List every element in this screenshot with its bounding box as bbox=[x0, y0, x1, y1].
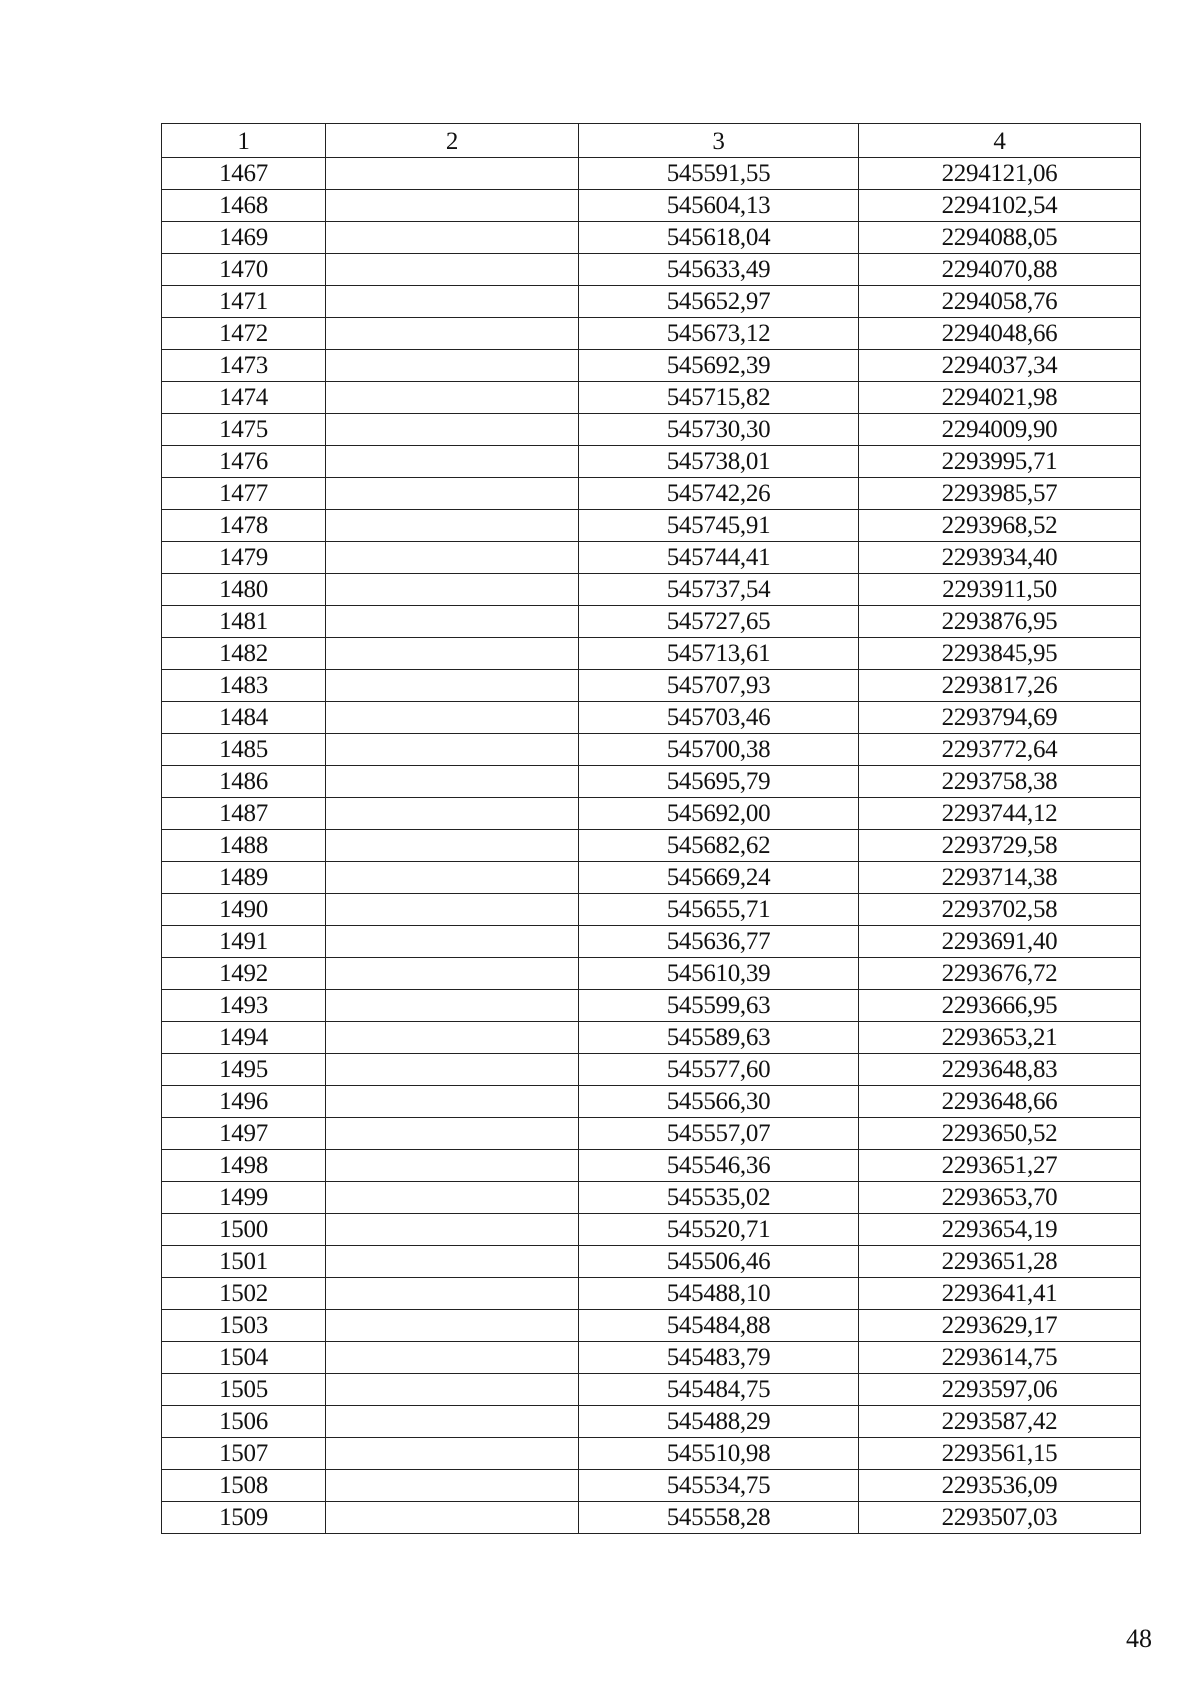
table-row bbox=[162, 606, 1141, 638]
cell-description bbox=[326, 1054, 579, 1086]
table-row bbox=[162, 926, 1141, 958]
cell-description bbox=[326, 382, 579, 414]
cell-point-number: 1492 bbox=[162, 958, 326, 990]
cell-y-coordinate: 2293641,41 bbox=[859, 1278, 1141, 1310]
table-row bbox=[162, 414, 1141, 446]
cell-point-number: 1505 bbox=[162, 1374, 326, 1406]
cell-description bbox=[326, 638, 579, 670]
cell-description bbox=[326, 1150, 579, 1182]
cell-description bbox=[326, 1310, 579, 1342]
cell-y-coordinate: 2294058,76 bbox=[859, 286, 1141, 318]
cell-point-number: 1484 bbox=[162, 702, 326, 734]
cell-y-coordinate: 2293985,57 bbox=[859, 478, 1141, 510]
cell-y-coordinate: 2293758,38 bbox=[859, 766, 1141, 798]
cell-description bbox=[326, 990, 579, 1022]
cell-y-coordinate: 2294037,34 bbox=[859, 350, 1141, 382]
cell-y-coordinate: 2293587,42 bbox=[859, 1406, 1141, 1438]
cell-point-number: 1502 bbox=[162, 1278, 326, 1310]
cell-description bbox=[326, 414, 579, 446]
cell-description bbox=[326, 1406, 579, 1438]
table-row bbox=[162, 1150, 1141, 1182]
cell-x-coordinate: 545610,39 bbox=[579, 958, 859, 990]
cell-point-number: 1503 bbox=[162, 1310, 326, 1342]
cell-y-coordinate: 2293597,06 bbox=[859, 1374, 1141, 1406]
cell-point-number: 1481 bbox=[162, 606, 326, 638]
cell-point-number: 1507 bbox=[162, 1438, 326, 1470]
table-row bbox=[162, 702, 1141, 734]
table-row bbox=[162, 318, 1141, 350]
cell-y-coordinate: 2293653,21 bbox=[859, 1022, 1141, 1054]
table-body bbox=[162, 158, 1141, 1534]
cell-x-coordinate: 545715,82 bbox=[579, 382, 859, 414]
cell-description bbox=[326, 190, 579, 222]
cell-x-coordinate: 545577,60 bbox=[579, 1054, 859, 1086]
table-row bbox=[162, 1022, 1141, 1054]
table-row bbox=[162, 1438, 1141, 1470]
cell-point-number: 1473 bbox=[162, 350, 326, 382]
cell-y-coordinate: 2293648,83 bbox=[859, 1054, 1141, 1086]
cell-point-number: 1490 bbox=[162, 894, 326, 926]
table-row bbox=[162, 542, 1141, 574]
cell-point-number: 1471 bbox=[162, 286, 326, 318]
cell-x-coordinate: 545737,54 bbox=[579, 574, 859, 606]
cell-point-number: 1489 bbox=[162, 862, 326, 894]
cell-y-coordinate: 2293676,72 bbox=[859, 958, 1141, 990]
table-row bbox=[162, 350, 1141, 382]
cell-y-coordinate: 2293714,38 bbox=[859, 862, 1141, 894]
table-row bbox=[162, 638, 1141, 670]
cell-description bbox=[326, 222, 579, 254]
cell-x-coordinate: 545692,39 bbox=[579, 350, 859, 382]
cell-point-number: 1495 bbox=[162, 1054, 326, 1086]
table-row bbox=[162, 190, 1141, 222]
cell-point-number: 1474 bbox=[162, 382, 326, 414]
cell-x-coordinate: 545591,55 bbox=[579, 158, 859, 190]
header-cell-y-coordinate: 4 bbox=[859, 124, 1141, 158]
cell-description bbox=[326, 894, 579, 926]
table-row bbox=[162, 1406, 1141, 1438]
cell-point-number: 1488 bbox=[162, 830, 326, 862]
cell-description bbox=[326, 1182, 579, 1214]
cell-description bbox=[326, 286, 579, 318]
cell-x-coordinate: 545488,10 bbox=[579, 1278, 859, 1310]
table-row bbox=[162, 1342, 1141, 1374]
cell-point-number: 1478 bbox=[162, 510, 326, 542]
cell-point-number: 1486 bbox=[162, 766, 326, 798]
cell-description bbox=[326, 1278, 579, 1310]
table-row bbox=[162, 478, 1141, 510]
table-row bbox=[162, 1182, 1141, 1214]
cell-x-coordinate: 545745,91 bbox=[579, 510, 859, 542]
cell-y-coordinate: 2293772,64 bbox=[859, 734, 1141, 766]
table-row bbox=[162, 1374, 1141, 1406]
cell-point-number: 1487 bbox=[162, 798, 326, 830]
cell-point-number: 1501 bbox=[162, 1246, 326, 1278]
cell-x-coordinate: 545534,75 bbox=[579, 1470, 859, 1502]
cell-x-coordinate: 545566,30 bbox=[579, 1086, 859, 1118]
cell-point-number: 1500 bbox=[162, 1214, 326, 1246]
cell-x-coordinate: 545673,12 bbox=[579, 318, 859, 350]
table-row bbox=[162, 1502, 1141, 1534]
cell-description bbox=[326, 606, 579, 638]
cell-x-coordinate: 545744,41 bbox=[579, 542, 859, 574]
header-cell-description: 2 bbox=[326, 124, 579, 158]
table-row bbox=[162, 158, 1141, 190]
table-row bbox=[162, 1086, 1141, 1118]
cell-description bbox=[326, 1086, 579, 1118]
cell-description bbox=[326, 1438, 579, 1470]
table-row bbox=[162, 1054, 1141, 1086]
table-row bbox=[162, 1214, 1141, 1246]
cell-y-coordinate: 2294009,90 bbox=[859, 414, 1141, 446]
cell-x-coordinate: 545655,71 bbox=[579, 894, 859, 926]
cell-description bbox=[326, 318, 579, 350]
cell-y-coordinate: 2293651,27 bbox=[859, 1150, 1141, 1182]
cell-point-number: 1475 bbox=[162, 414, 326, 446]
cell-x-coordinate: 545738,01 bbox=[579, 446, 859, 478]
cell-y-coordinate: 2293691,40 bbox=[859, 926, 1141, 958]
cell-x-coordinate: 545557,07 bbox=[579, 1118, 859, 1150]
cell-y-coordinate: 2293702,58 bbox=[859, 894, 1141, 926]
table-row bbox=[162, 510, 1141, 542]
table-row bbox=[162, 446, 1141, 478]
cell-y-coordinate: 2293995,71 bbox=[859, 446, 1141, 478]
cell-point-number: 1508 bbox=[162, 1470, 326, 1502]
cell-description bbox=[326, 254, 579, 286]
cell-y-coordinate: 2293845,95 bbox=[859, 638, 1141, 670]
cell-point-number: 1504 bbox=[162, 1342, 326, 1374]
cell-description bbox=[326, 510, 579, 542]
cell-x-coordinate: 545599,63 bbox=[579, 990, 859, 1022]
cell-description bbox=[326, 574, 579, 606]
cell-description bbox=[326, 1214, 579, 1246]
cell-y-coordinate: 2293744,12 bbox=[859, 798, 1141, 830]
cell-x-coordinate: 545669,24 bbox=[579, 862, 859, 894]
table-row bbox=[162, 958, 1141, 990]
cell-point-number: 1472 bbox=[162, 318, 326, 350]
cell-description bbox=[326, 1470, 579, 1502]
table-row bbox=[162, 1246, 1141, 1278]
cell-y-coordinate: 2293876,95 bbox=[859, 606, 1141, 638]
cell-description bbox=[326, 1502, 579, 1534]
cell-x-coordinate: 545700,38 bbox=[579, 734, 859, 766]
cell-x-coordinate: 545510,98 bbox=[579, 1438, 859, 1470]
table-row bbox=[162, 1310, 1141, 1342]
cell-point-number: 1485 bbox=[162, 734, 326, 766]
cell-x-coordinate: 545483,79 bbox=[579, 1342, 859, 1374]
cell-y-coordinate: 2293614,75 bbox=[859, 1342, 1141, 1374]
cell-x-coordinate: 545692,00 bbox=[579, 798, 859, 830]
cell-point-number: 1496 bbox=[162, 1086, 326, 1118]
cell-y-coordinate: 2293629,17 bbox=[859, 1310, 1141, 1342]
cell-point-number: 1482 bbox=[162, 638, 326, 670]
cell-description bbox=[326, 1342, 579, 1374]
cell-x-coordinate: 545707,93 bbox=[579, 670, 859, 702]
table-row bbox=[162, 254, 1141, 286]
cell-point-number: 1491 bbox=[162, 926, 326, 958]
cell-description bbox=[326, 670, 579, 702]
cell-point-number: 1468 bbox=[162, 190, 326, 222]
cell-x-coordinate: 545558,28 bbox=[579, 1502, 859, 1534]
cell-description bbox=[326, 1022, 579, 1054]
cell-description bbox=[326, 542, 579, 574]
header-cell-point-number: 1 bbox=[162, 124, 326, 158]
cell-x-coordinate: 545727,65 bbox=[579, 606, 859, 638]
cell-x-coordinate: 545703,46 bbox=[579, 702, 859, 734]
table-row bbox=[162, 766, 1141, 798]
cell-point-number: 1483 bbox=[162, 670, 326, 702]
cell-y-coordinate: 2293507,03 bbox=[859, 1502, 1141, 1534]
cell-point-number: 1499 bbox=[162, 1182, 326, 1214]
table-row bbox=[162, 894, 1141, 926]
cell-y-coordinate: 2294102,54 bbox=[859, 190, 1141, 222]
cell-description bbox=[326, 702, 579, 734]
cell-point-number: 1480 bbox=[162, 574, 326, 606]
cell-y-coordinate: 2293817,26 bbox=[859, 670, 1141, 702]
cell-x-coordinate: 545484,75 bbox=[579, 1374, 859, 1406]
table-row bbox=[162, 574, 1141, 606]
cell-x-coordinate: 545506,46 bbox=[579, 1246, 859, 1278]
coordinates-table bbox=[161, 123, 1141, 1534]
table-row bbox=[162, 222, 1141, 254]
table-row bbox=[162, 1118, 1141, 1150]
cell-x-coordinate: 545730,30 bbox=[579, 414, 859, 446]
table-row bbox=[162, 1278, 1141, 1310]
table-header bbox=[162, 124, 1141, 158]
cell-description bbox=[326, 158, 579, 190]
table-row bbox=[162, 830, 1141, 862]
cell-x-coordinate: 545604,13 bbox=[579, 190, 859, 222]
cell-x-coordinate: 545484,88 bbox=[579, 1310, 859, 1342]
cell-description bbox=[326, 798, 579, 830]
cell-x-coordinate: 545618,04 bbox=[579, 222, 859, 254]
header-row bbox=[162, 124, 1141, 158]
cell-x-coordinate: 545636,77 bbox=[579, 926, 859, 958]
cell-point-number: 1493 bbox=[162, 990, 326, 1022]
cell-y-coordinate: 2293794,69 bbox=[859, 702, 1141, 734]
cell-y-coordinate: 2293536,09 bbox=[859, 1470, 1141, 1502]
cell-description bbox=[326, 478, 579, 510]
cell-description bbox=[326, 862, 579, 894]
cell-description bbox=[326, 350, 579, 382]
cell-y-coordinate: 2293666,95 bbox=[859, 990, 1141, 1022]
cell-y-coordinate: 2293654,19 bbox=[859, 1214, 1141, 1246]
cell-point-number: 1477 bbox=[162, 478, 326, 510]
cell-y-coordinate: 2293653,70 bbox=[859, 1182, 1141, 1214]
cell-description bbox=[326, 1118, 579, 1150]
cell-y-coordinate: 2293650,52 bbox=[859, 1118, 1141, 1150]
table-row bbox=[162, 734, 1141, 766]
page-number: 48 bbox=[1126, 1624, 1152, 1653]
cell-y-coordinate: 2293934,40 bbox=[859, 542, 1141, 574]
cell-description bbox=[326, 734, 579, 766]
cell-point-number: 1497 bbox=[162, 1118, 326, 1150]
cell-description bbox=[326, 830, 579, 862]
cell-x-coordinate: 545713,61 bbox=[579, 638, 859, 670]
table-row bbox=[162, 286, 1141, 318]
cell-x-coordinate: 545652,97 bbox=[579, 286, 859, 318]
cell-y-coordinate: 2293648,66 bbox=[859, 1086, 1141, 1118]
cell-y-coordinate: 2293561,15 bbox=[859, 1438, 1141, 1470]
cell-y-coordinate: 2293968,52 bbox=[859, 510, 1141, 542]
cell-point-number: 1467 bbox=[162, 158, 326, 190]
cell-y-coordinate: 2293651,28 bbox=[859, 1246, 1141, 1278]
table-row bbox=[162, 382, 1141, 414]
cell-point-number: 1509 bbox=[162, 1502, 326, 1534]
cell-point-number: 1476 bbox=[162, 446, 326, 478]
cell-y-coordinate: 2294121,06 bbox=[859, 158, 1141, 190]
cell-description bbox=[326, 958, 579, 990]
cell-description bbox=[326, 1374, 579, 1406]
cell-y-coordinate: 2293911,50 bbox=[859, 574, 1141, 606]
cell-description bbox=[326, 1246, 579, 1278]
cell-description bbox=[326, 766, 579, 798]
coordinates-table-container bbox=[161, 123, 1140, 1534]
cell-point-number: 1498 bbox=[162, 1150, 326, 1182]
cell-point-number: 1479 bbox=[162, 542, 326, 574]
cell-point-number: 1494 bbox=[162, 1022, 326, 1054]
cell-x-coordinate: 545742,26 bbox=[579, 478, 859, 510]
cell-description bbox=[326, 446, 579, 478]
table-row bbox=[162, 990, 1141, 1022]
cell-y-coordinate: 2294088,05 bbox=[859, 222, 1141, 254]
table-row bbox=[162, 862, 1141, 894]
cell-y-coordinate: 2294070,88 bbox=[859, 254, 1141, 286]
header-cell-x-coordinate: 3 bbox=[579, 124, 859, 158]
cell-y-coordinate: 2294021,98 bbox=[859, 382, 1141, 414]
cell-x-coordinate: 545682,62 bbox=[579, 830, 859, 862]
cell-description bbox=[326, 926, 579, 958]
table-row bbox=[162, 1470, 1141, 1502]
cell-x-coordinate: 545520,71 bbox=[579, 1214, 859, 1246]
cell-point-number: 1470 bbox=[162, 254, 326, 286]
table-row bbox=[162, 798, 1141, 830]
cell-point-number: 1469 bbox=[162, 222, 326, 254]
cell-x-coordinate: 545589,63 bbox=[579, 1022, 859, 1054]
cell-x-coordinate: 545695,79 bbox=[579, 766, 859, 798]
cell-x-coordinate: 545633,49 bbox=[579, 254, 859, 286]
cell-y-coordinate: 2293729,58 bbox=[859, 830, 1141, 862]
cell-x-coordinate: 545546,36 bbox=[579, 1150, 859, 1182]
cell-x-coordinate: 545535,02 bbox=[579, 1182, 859, 1214]
cell-x-coordinate: 545488,29 bbox=[579, 1406, 859, 1438]
table-row bbox=[162, 670, 1141, 702]
cell-point-number: 1506 bbox=[162, 1406, 326, 1438]
cell-y-coordinate: 2294048,66 bbox=[859, 318, 1141, 350]
